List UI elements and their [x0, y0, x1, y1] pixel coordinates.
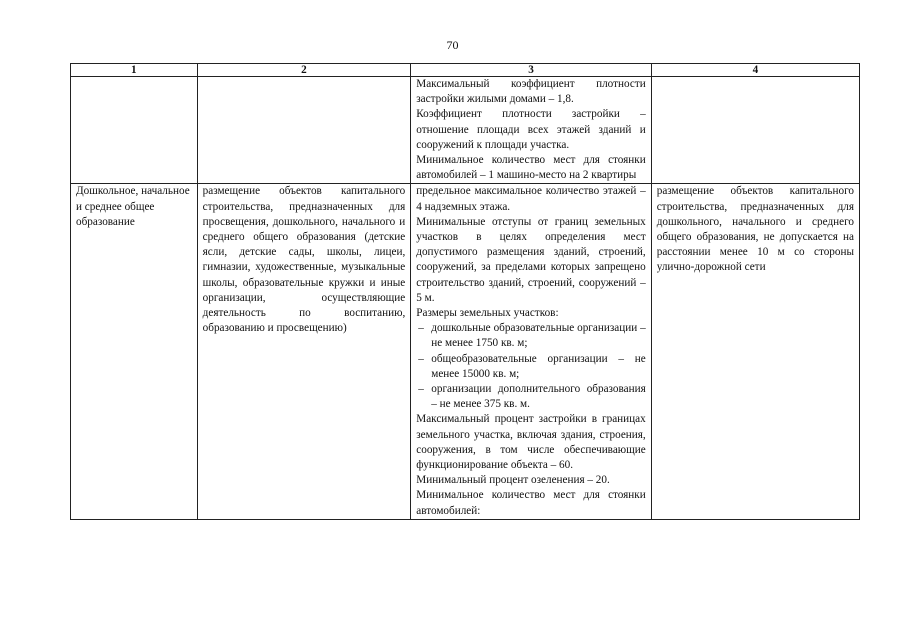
paragraph: Максимальный коэффициент плотности застройки жилыми домами – 1,8.	[416, 78, 646, 106]
header-col-2: 2	[197, 64, 411, 77]
cell-use-type: Дошкольное, начальное и среднее общее образование	[71, 184, 198, 519]
cell-parameters	[411, 184, 651, 519]
header-col-4: 4	[651, 64, 859, 77]
paragraph: Коэффициент плотности застройки – отношение площади всех этажей зданий и сооружений к площади участка.	[416, 108, 646, 151]
paragraph: Минимальные отступы от границ земельных участков в целях определения мест допустимого размещения зданий, строений, сооружений, за пределами которых запрещено строительство зданий, строений, сооружений – 5 м.	[416, 215, 646, 304]
cell-parameters	[411, 77, 651, 184]
table-header-row	[71, 64, 860, 77]
land-size-list	[416, 321, 645, 412]
paragraph: Минимальное количество мест для стоянки автомобилей:	[416, 489, 646, 517]
header-col-3: 3	[411, 64, 651, 77]
regulations-table	[70, 63, 860, 520]
paragraph: Минимальный процент озеленения – 20.	[416, 474, 610, 487]
cell-restrictions: размещение объектов капитального строительства, предназначенных для дошкольного, начального и среднего общего образования, не допускается на расстоянии менее 10 м со стороны улично-дорожной сети	[651, 184, 859, 519]
cell-description: размещение объектов капитального строительства, предназначенных для просвещения, дошкольного, начального и среднего общего образования (детские ясли, детские сады, школы, лицеи, гимназии, художественные, музыкальные школы, образовательные кружки и иные организации, осуществляющие деятельность по воспитанию, образованию и просвещению)	[197, 184, 411, 519]
table-row-continuation	[71, 77, 860, 184]
paragraph: Минимальное количество мест для стоянки автомобилей – 1 машино-место на 2 квартиры	[416, 154, 646, 182]
list-item: – общеобразовательные организации – не менее 15000 кв. м;	[416, 352, 645, 382]
paragraph: Размеры земельных участков:	[416, 307, 559, 320]
page-number: 70	[446, 38, 459, 52]
table-row-education	[71, 184, 860, 519]
cell-empty	[71, 77, 198, 184]
list-item: – дошкольные образовательные организации – не менее 1750 кв. м;	[416, 321, 645, 351]
header-col-1: 1	[71, 64, 198, 77]
cell-empty	[197, 77, 411, 184]
paragraph: предельное максимальное количество этажей – 4 надземных этажа.	[416, 185, 646, 213]
cell-empty	[651, 77, 859, 184]
list-item: – организации дополнительного образования – не менее 375 кв. м.	[416, 382, 645, 412]
paragraph: Максимальный процент застройки в границах земельного участка, включая здания, строения, сооружения, в том числе обеспечивающие функционирование объекта – 60.	[416, 413, 646, 472]
